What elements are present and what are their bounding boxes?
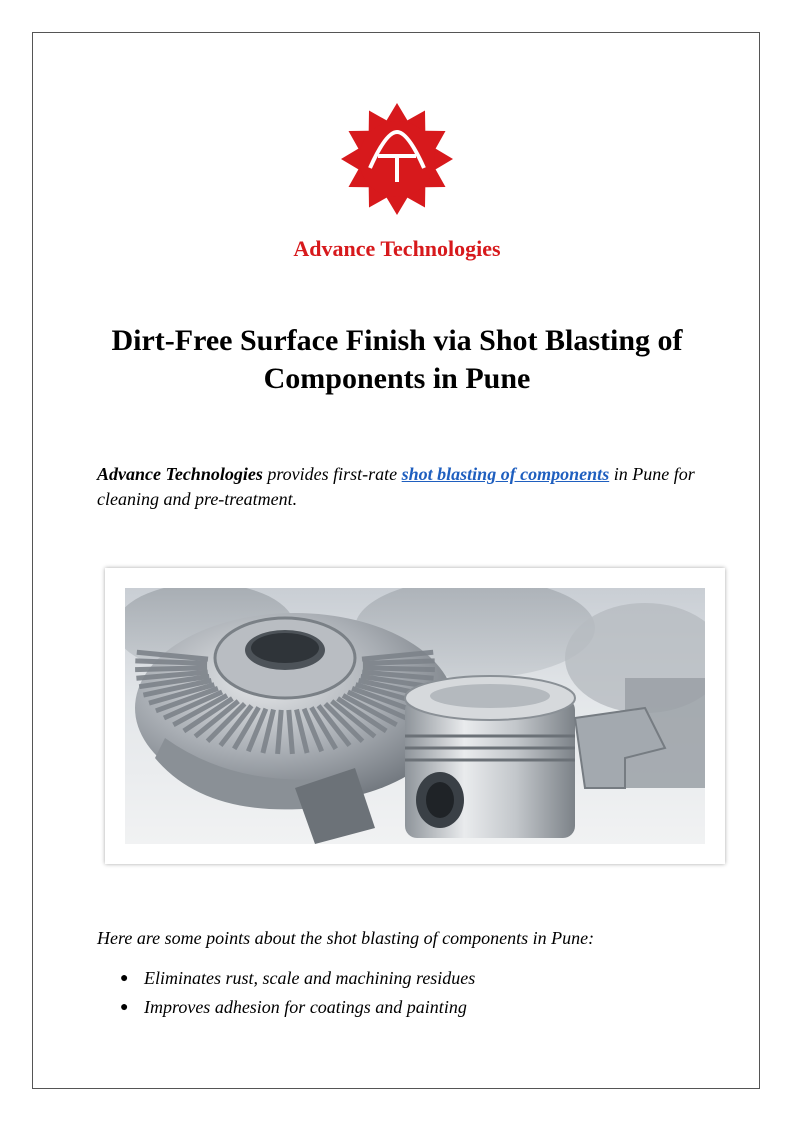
bullet-icon: ● xyxy=(120,1000,129,1015)
company-logo xyxy=(340,102,454,216)
points-list xyxy=(120,964,475,1022)
points-heading: Here are some points about the shot blasting of components in Pune: xyxy=(97,928,595,948)
intro-brand: Advance Technologies xyxy=(97,464,263,484)
photo-frame xyxy=(105,568,725,864)
intro-text-after-link: in Pune for cleaning and pre-treatment. xyxy=(97,464,695,509)
list-item-text: Eliminates rust, scale and machining residues xyxy=(144,968,476,988)
shot-blasting-link[interactable]: shot blasting of components xyxy=(401,464,610,484)
intro-paragraph xyxy=(97,462,717,512)
bullet-icon: ● xyxy=(120,971,129,986)
page-title: Dirt-Free Surface Finish via Shot Blasting of Components in Pune xyxy=(111,324,683,395)
list-item-text: Improves adhesion for coatings and painting xyxy=(144,997,467,1017)
machined-metal-components-photo xyxy=(125,588,705,844)
intro-text-before-link: provides first-rate xyxy=(262,464,402,484)
company-name: Advance Technologies xyxy=(293,236,501,261)
gear-star-logo-icon xyxy=(340,102,454,216)
list-item xyxy=(120,964,475,993)
list-item xyxy=(120,993,475,1022)
